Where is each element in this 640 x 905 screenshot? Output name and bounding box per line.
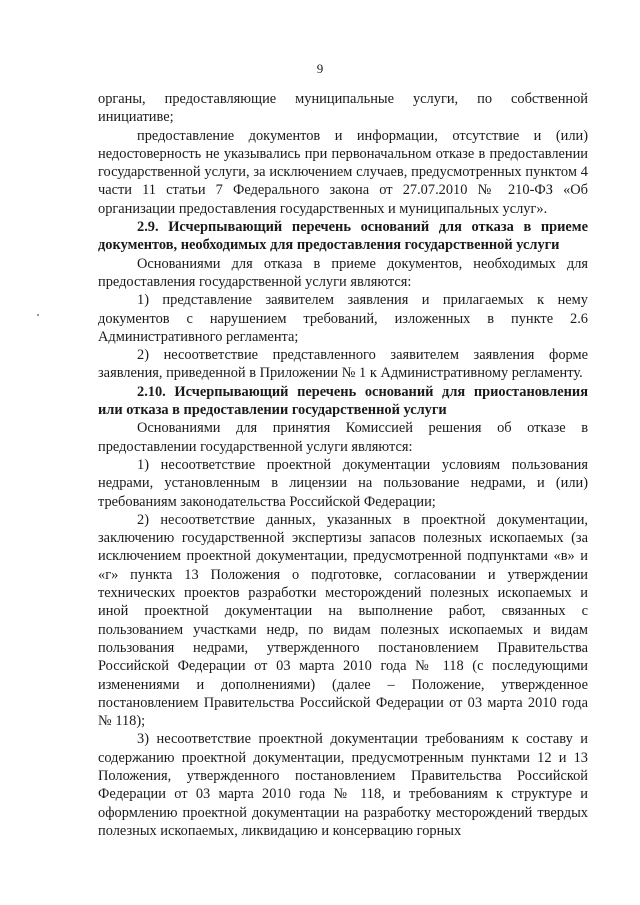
- body-paragraph: органы, предоставляющие муниципальные услуги, по собственной инициативе;: [98, 91, 588, 126]
- body-paragraph: Основаниями для отказа в приеме документов, необходимых для предоставления государственной услуги являются:: [98, 255, 588, 290]
- section-heading: 2.9. Исчерпывающий перечень оснований для отказа в приеме документов, необходимых для предоставления государственной услуги: [98, 219, 588, 254]
- body-paragraph: Основаниями для принятия Комиссией решения об отказе в предоставлении государственной услуги являются:: [98, 420, 588, 455]
- body-paragraph: 2) несоответствие представленного заявителем заявления форме заявления, приведенной в Приложении № 1 к Административному регламенту.: [98, 347, 588, 382]
- body-paragraph: 1) представление заявителем заявления и прилагаемых к нему документов с нарушением требований, изложенных в пункте 2.6 Административного регламента;: [98, 292, 588, 345]
- body-paragraph: 2) несоответствие данных, указанных в проектной документации, заключению государственной экспертизы запасов полезных ископаемых (за исключением проектной документации, предусмотренной подпунктами «в» и «г» пункта 13 Положения о подготовке, согласовании и утверждении технических проектов разработки месторождений полезных ископаемых и иной проектной документации на выполнение работ, связанных с пользованием участками недр, по видам полезных ископаемых и видам пользования недрами, утвержденного постановлением Правительства Российской Федерации от 03 марта 2010 года № 118 (с последующими изменениями и дополнениями) (далее – Положение, утвержденное постановлением Правительства Российской Федерации от 03 марта 2010 года № 118);: [98, 511, 588, 730]
- section-heading: 2.10. Исчерпывающий перечень оснований для приостановления или отказа в предоставлении государственной услуги: [98, 383, 588, 419]
- page-number: 9: [316, 61, 324, 76]
- document-body: [98, 90, 588, 840]
- body-paragraph: 1) несоответствие проектной документации условиям пользования недрами, установленным в лицензии на пользование недрами, и (или) требованиям законодательства Российской Федерации;: [98, 456, 588, 510]
- margin-speck: [37, 314, 39, 316]
- body-paragraph: 3) несоответствие проектной документации требованиям к составу и содержанию проектной документации, предусмотренным пунктами 12 и 13 Положения, утвержденного постановлением Правительства Российской Федерации от 03 марта 2010 года № 118, и требованиям к структуре и оформлению проектной документации на разработку месторождений твердых полезных ископаемых, ликвидацию и консервацию горных: [98, 731, 588, 839]
- body-paragraph: предоставление документов и информации, отсутствие и (или) недостоверность не указывались при первоначальном отказе в предоставлении государственной услуги, за исключением случаев, предусмотренных пунктом 4 части 11 статьи 7 Федерального закона от 27.07.2010 № 210-ФЗ «Об организации предоставления государственных и муниципальных услуг».: [98, 127, 588, 217]
